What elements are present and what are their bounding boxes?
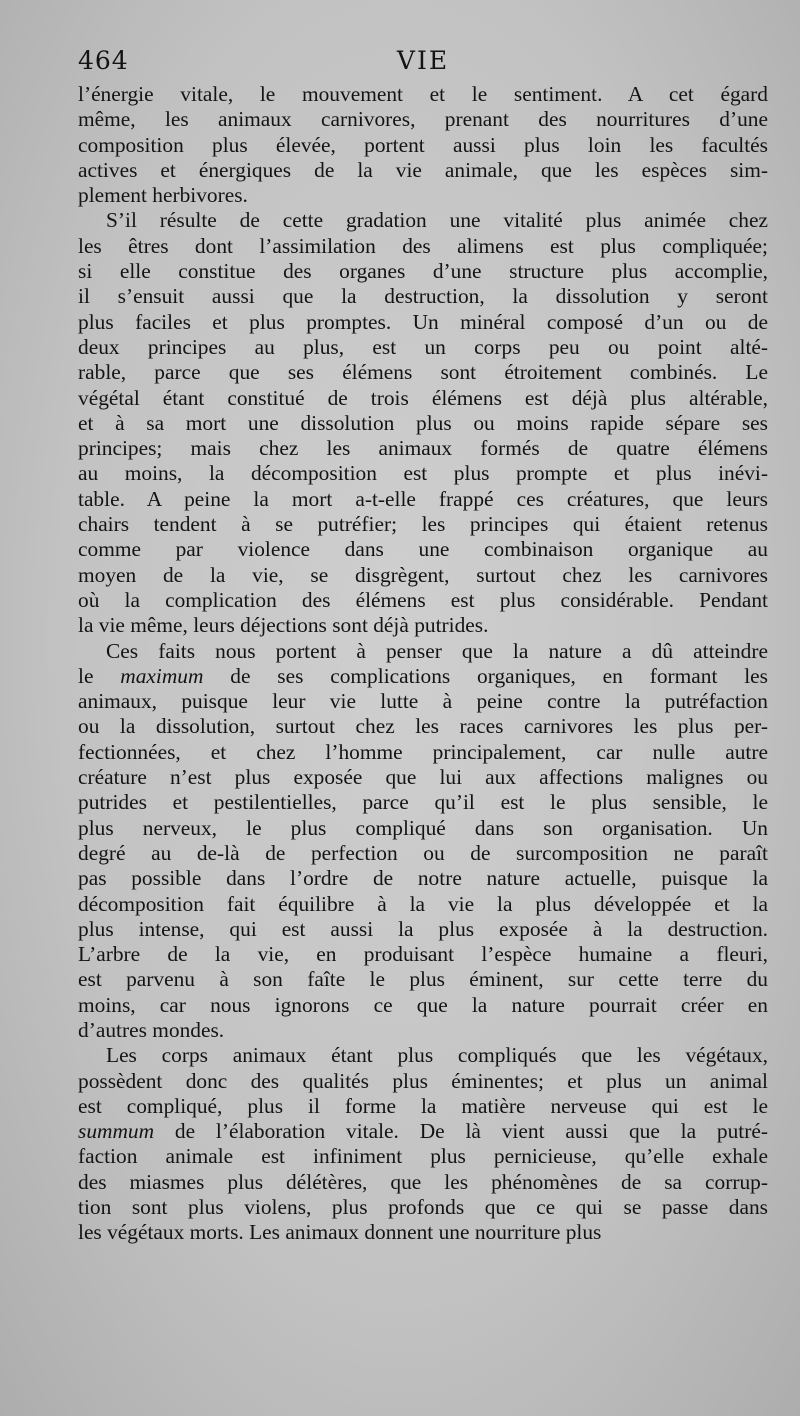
text-line: plus intense, qui est aussi la plus exposée à la destruction. (78, 916, 768, 941)
paragraph (78, 1043, 768, 1245)
text-line: au moins, la décomposition est plus prompte et plus inévi- (78, 461, 768, 486)
text-line: putrides et pestilentielles, parce qu’il est le plus sensible, le (78, 790, 768, 815)
text-line: deux principes au plus, est un corps peu ou point alté- (78, 334, 768, 359)
page-header (78, 46, 768, 80)
text-line: les végétaux morts. Les animaux donnent une nourriture plus (78, 1220, 602, 1245)
text-line: l’énergie vitale, le mouvement et le sentiment. A cet égard (78, 82, 768, 106)
text-line: table. A peine la mort a-t-elle frappé ces créatures, que leurs (78, 486, 768, 511)
text-line: plus nerveux, le plus compliqué dans son organisation. Un (78, 815, 768, 840)
text-line: les êtres dont l’assimilation des alimens est plus compliquée; (78, 233, 768, 258)
paragraph (78, 639, 768, 1044)
text-line: degré au de-là de perfection ou de surcomposition ne paraît (78, 840, 768, 865)
text-line: le maximum de ses complications organiques, en formant les (78, 663, 768, 688)
text-line: créature n’est plus exposée que lui aux affections malignes ou (78, 765, 768, 790)
text-line: possèdent donc des qualités plus éminentes; et plus un animal (78, 1068, 768, 1093)
text-line: tion sont plus violens, plus profonds que ce qui se passe dans (78, 1195, 768, 1220)
text-line: des miasmes plus délétères, que les phénomènes de sa corrup- (78, 1169, 768, 1194)
text-line: même, les animaux carnivores, prenant des nourritures d’une (78, 107, 768, 132)
text-line: où la complication des élémens est plus considérable. Pendant (78, 587, 768, 612)
text-line: rable, parce que ses élémens sont étroitement combinés. Le (78, 360, 768, 385)
text-line: principes; mais chez les animaux formés de quatre élémens (78, 436, 768, 461)
text-line: animaux, puisque leur vie lutte à peine contre la putréfaction (78, 689, 768, 714)
text-line: pas possible dans l’ordre de notre nature actuelle, puisque la (78, 866, 768, 891)
body-text (78, 82, 768, 1246)
text-line: il s’ensuit aussi que la destruction, la dissolution y seront (78, 284, 768, 309)
text-line: plus faciles et plus promptes. Un minéral composé d’un ou de (78, 309, 768, 334)
text-line: décomposition fait équilibre à la vie la plus développée et la (78, 891, 768, 916)
paragraph (78, 208, 768, 638)
text-line: et à sa mort une dissolution plus ou moins rapide sépare ses (78, 410, 768, 435)
text-line: Ces faits nous portent à penser que la nature a dû atteindre (106, 638, 768, 663)
text-line: si elle constitue des organes d’une structure plus accomplie, (78, 259, 768, 284)
text-line: faction animale est infiniment plus pernicieuse, qu’elle exhale (78, 1144, 768, 1169)
text-line: végétal étant constitué de trois élémens est déjà plus altérable, (78, 385, 768, 410)
paragraph (78, 82, 768, 208)
text-line: ou la dissolution, surtout chez les races carnivores les plus per- (78, 714, 768, 739)
text-line: S’il résulte de cette gradation une vitalité plus animée chez (106, 208, 768, 233)
text-line: chairs tendent à se putréfier; les principes qui étaient retenus (78, 512, 768, 537)
text-line: L’arbre de la vie, en produisant l’espèce humaine a fleuri, (78, 942, 768, 967)
text-line: est parvenu à son faîte le plus éminent, sur cette terre du (78, 967, 768, 992)
text-line: moins, car nous ignorons ce que la nature pourrait créer en (78, 992, 768, 1017)
text-line: actives et énergiques de la vie animale, que les espèces sim- (78, 157, 768, 182)
text-line: est compliqué, plus il forme la matière nerveuse qui est le (78, 1093, 768, 1118)
text-line: d’autres mondes. (78, 1017, 225, 1042)
text-line: summum de l’élaboration vitale. De là vient aussi que la putré- (78, 1119, 768, 1144)
text-line: fectionnées, et chez l’homme principalement, car nulle autre (78, 739, 768, 764)
text-line: Les corps animaux étant plus compliqués que les végétaux, (106, 1043, 768, 1068)
running-head: VIE (396, 46, 450, 75)
page-number: 464 (78, 46, 129, 75)
text-line: plement herbivores. (78, 183, 248, 208)
text-line: composition plus élevée, portent aussi plus loin les facultés (78, 132, 768, 157)
text-line: moyen de la vie, se disgrègent, surtout chez les carnivores (78, 562, 768, 587)
text-line: comme par violence dans une combinaison organique au (78, 537, 768, 562)
text-line: la vie même, leurs déjections sont déjà putrides. (78, 613, 489, 638)
